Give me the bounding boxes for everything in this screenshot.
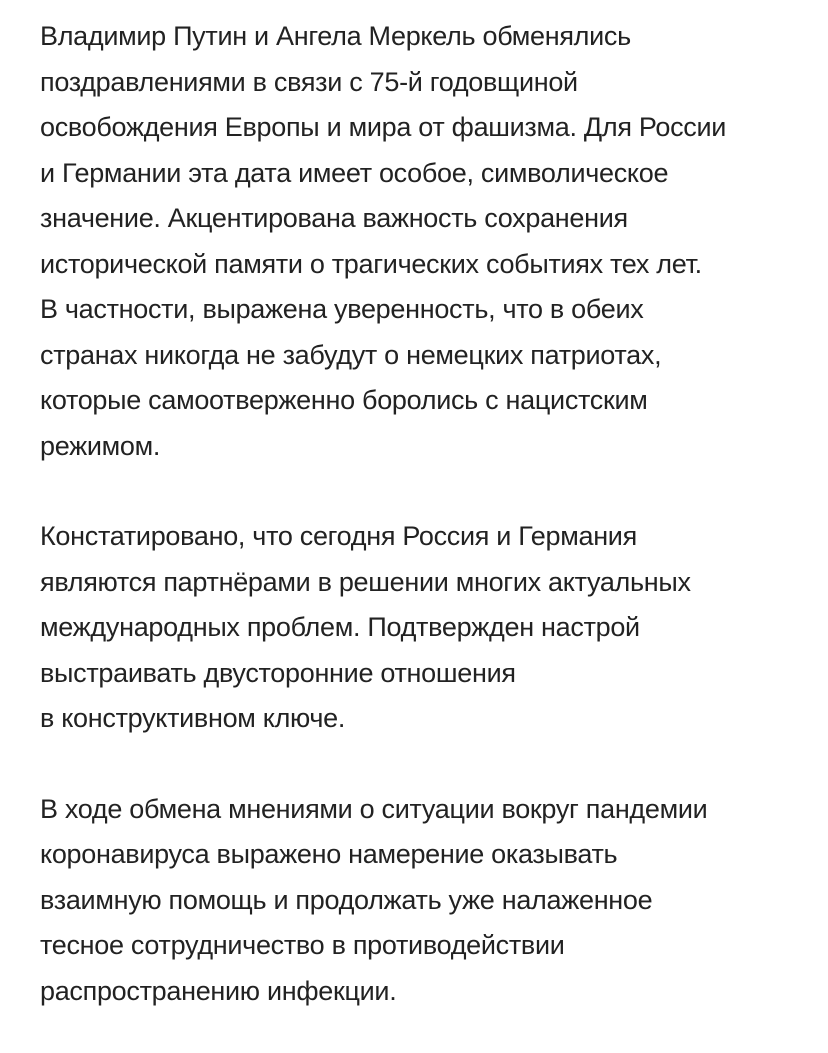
text-line: взаимную помощь и продолжать уже налаженное (40, 884, 653, 915)
paragraph-1 (40, 14, 808, 469)
text-line: режимом. (40, 430, 161, 461)
text-line: распространению инфекции. (40, 975, 397, 1006)
paragraph-2 (40, 514, 808, 742)
text-line: исторической памяти о трагических событиях тех лет. (40, 248, 702, 279)
text-line: международных проблем. Подтвержден настрой (40, 612, 640, 642)
text-line: поздравлениями в связи с 75-й годовщиной (40, 66, 578, 97)
text-line: тесное сотрудничество в противодействии (40, 930, 565, 960)
text-line: в конструктивном ключе. (40, 703, 346, 733)
text-line: освобождения Европы и мира от фашизма. Для России (40, 112, 727, 142)
text-line: странах никогда не забудут о немецких патриотах, (40, 339, 662, 370)
text-line: выстраивать двусторонние отношения (40, 657, 516, 688)
text-line: В ходе обмена мнениями о ситуации вокруг пандемии (40, 793, 708, 824)
text-line: коронавируса выражено намерение оказывать (40, 839, 618, 869)
text-line: которые самоотверженно боролись с нацистским (40, 385, 648, 415)
text-line: Констатировано, что сегодня Россия и Германия (40, 521, 637, 551)
text-line: и Германии эта дата имеет особое, символическое (40, 157, 669, 188)
text-line: В частности, выражена уверенность, что в обеих (40, 294, 644, 324)
text-line: Владимир Путин и Ангела Меркель обменялись (40, 21, 631, 51)
paragraph-3 (40, 787, 808, 1015)
text-line: являются партнёрами в решении многих актуальных (40, 566, 691, 597)
text-line: значение. Акцентирована важность сохранения (40, 203, 628, 233)
